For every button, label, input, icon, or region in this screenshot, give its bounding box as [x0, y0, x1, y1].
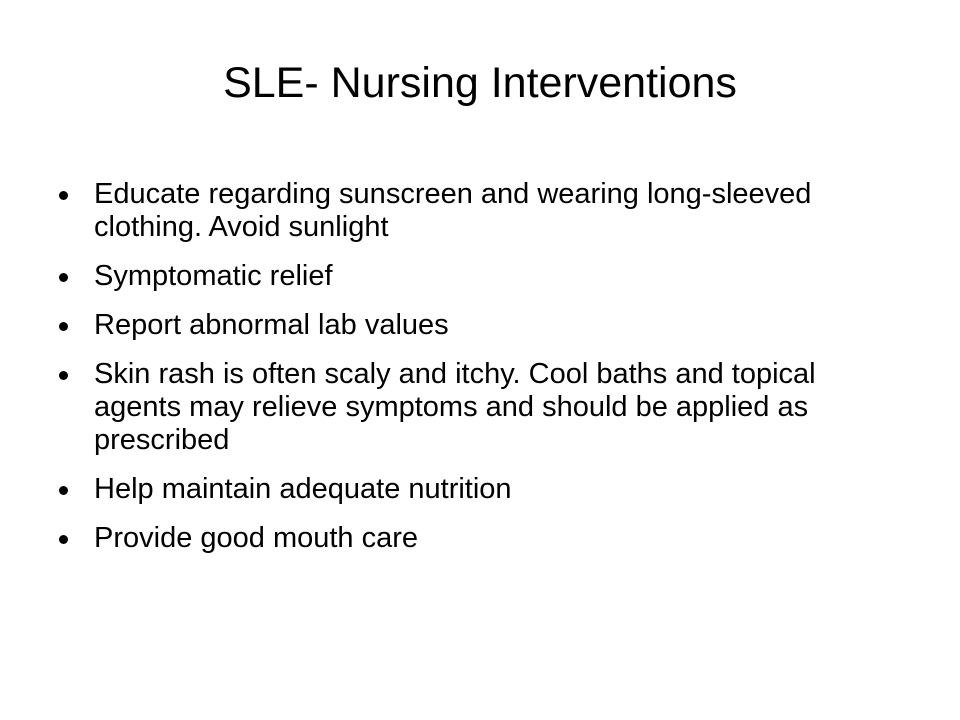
slide-title: SLE- Nursing Interventions: [223, 59, 737, 107]
bullet-text: Help maintain adequate nutrition: [94, 473, 512, 505]
bullet-item: [58, 178, 878, 244]
bullet-icon: [59, 371, 68, 380]
bullet-text: Symptomatic relief: [94, 260, 333, 292]
bullet-item: [58, 260, 878, 293]
bullet-text: Report abnormal lab values: [94, 309, 449, 341]
bullet-text: Provide good mouth care: [94, 522, 419, 554]
bullet-icon: [59, 273, 68, 282]
bullet-item: [58, 522, 878, 555]
bullet-item: [58, 309, 878, 342]
bullet-item: [58, 358, 878, 457]
bullet-icon: [59, 322, 68, 331]
bullet-item: [58, 473, 878, 506]
bullet-text: Educate regarding sunscreen and wearing long-sleeved clothing. Avoid sunlight: [94, 178, 812, 243]
bullet-list: [58, 178, 878, 571]
bullet-icon: [59, 535, 68, 544]
bullet-icon: [59, 486, 68, 495]
bullet-icon: [59, 191, 68, 200]
bullet-text: Skin rash is often scaly and itchy. Cool baths and topical agents may relieve symptoms and should be applied as prescribed: [94, 358, 816, 456]
